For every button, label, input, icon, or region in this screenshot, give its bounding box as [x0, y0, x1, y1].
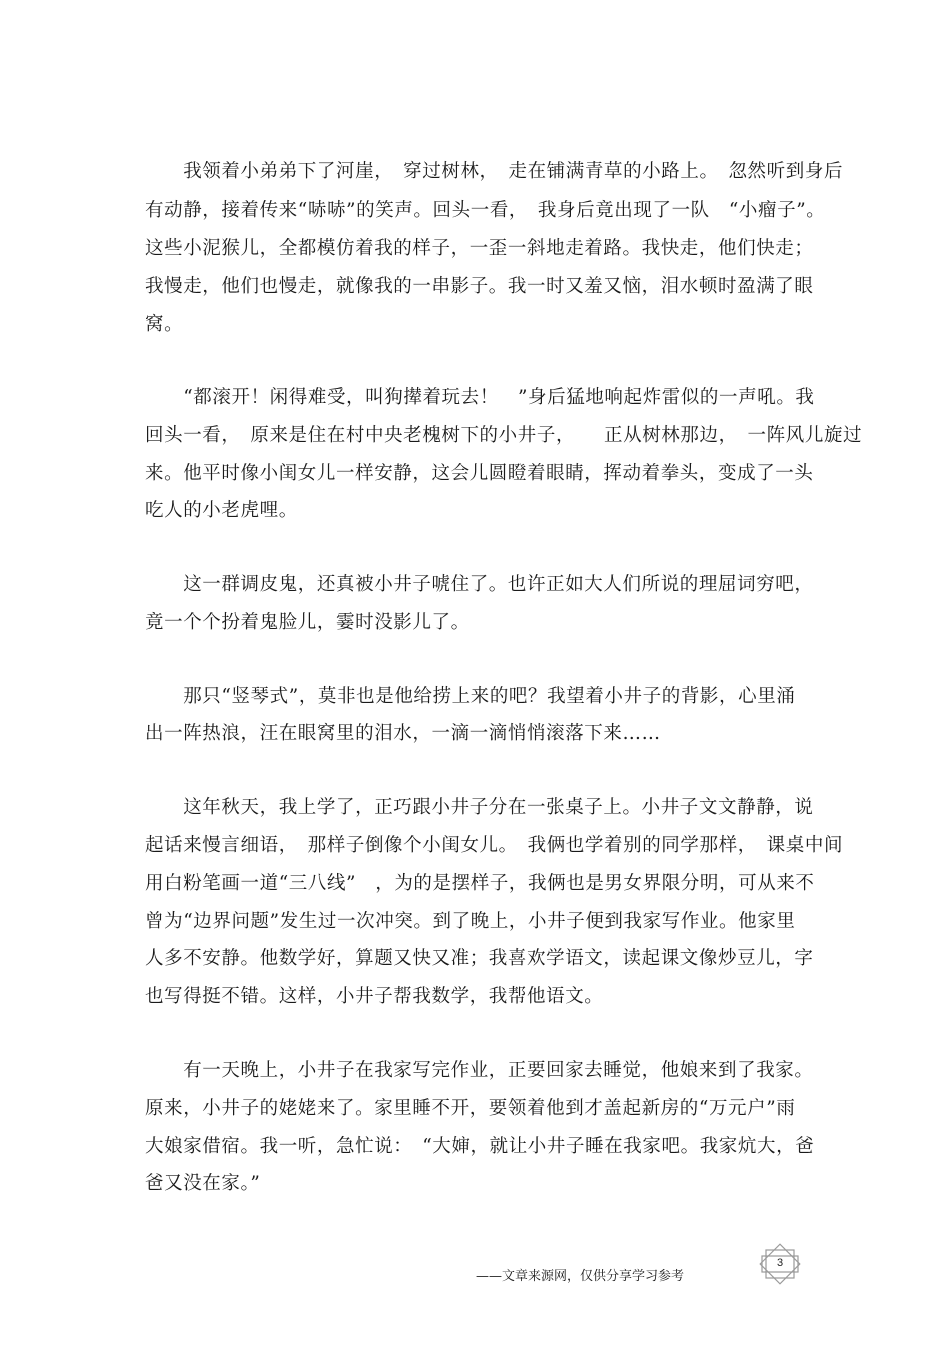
text-line: 这一群调皮鬼，还真被小井子唬住了。也许正如大人们所说的理屈词穷吧，	[145, 574, 814, 595]
text-line: 用白粉笔画一道“三八线” ，为的是摆样子，我俩也是男女界限分明，可从来不	[145, 873, 815, 894]
footer-source-text: ——文章来源网，仅供分享学习参考	[476, 1269, 685, 1284]
text-line: 来。他平时像小闺女儿一样安静，这会儿圆瞪着眼睛，挥动着拳头，变成了一头	[145, 463, 814, 484]
text-line: 有动静，接着传来“哧哧”的笑声。回头一看， 我身后竟出现了一队 “小瘤子”。	[145, 200, 826, 221]
text-line: 这年秋天，我上学了，正巧跟小井子分在一张桌子上。小井子文文静静，说	[145, 797, 814, 818]
text-line: 竟一个个扮着鬼脸儿，霎时没影儿了。	[145, 612, 470, 633]
text-line: 起话来慢言细语， 那样子倒像个小闺女儿。 我俩也学着别的同学那样， 课桌中间	[145, 835, 844, 856]
text-line: 人多不安静。他数学好，算题又快又准；我喜欢学语文，读起课文像炒豆儿，字	[145, 948, 814, 969]
text-line: 这些小泥猴儿，全都模仿着我的样子，一歪一斜地走着路。我快走，他们快走；	[145, 238, 814, 259]
text-line: 曾为“边界问题”发生过一次冲突。到了晚上，小井子便到我家写作业。他家里	[145, 911, 796, 932]
text-line: 爸又没在家。”	[145, 1173, 261, 1194]
text-line: 原来，小井子的姥姥来了。家里睡不开，要领着他到才盖起新房的“万元户”雨	[145, 1098, 796, 1119]
text-line: 我领着小弟弟下了河崖， 穿过树林， 走在铺满青草的小路上。 忽然听到身后	[145, 161, 844, 182]
page-number: 3	[776, 1257, 784, 1269]
text-line: 那只“竖琴式”，莫非也是他给捞上来的吧？我望着小井子的背影，心里涌	[145, 686, 796, 707]
text-line: “都滚开！闲得难受，叫狗撵着玩去！ ”身后猛地响起炸雷似的一声吼。我	[145, 387, 815, 408]
text-line: 也写得挺不错。这样，小井子帮我数学，我帮他语文。	[145, 986, 604, 1007]
text-line: 我慢走，他们也慢走，就像我的一串影子。我一时又羞又恼，泪水顿时盈满了眼	[145, 276, 814, 297]
text-line: 回头一看， 原来是住在村中央老槐树下的小井子， 正从树林那边， 一阵风儿旋过	[145, 425, 863, 446]
text-line: 窝。	[145, 314, 184, 335]
text-line: 有一天晚上，小井子在我家写完作业，正要回家去睡觉，他娘来到了我家。	[145, 1060, 814, 1081]
text-line: 吃人的小老虎哩。	[145, 500, 298, 521]
text-line: 出一阵热浪，汪在眼窝里的泪水，一滴一滴悄悄滚落下来……	[145, 723, 661, 744]
text-line: 大娘家借宿。我一听，急忙说： “大婶，就让小井子睡在我家吧。我家炕大，爸	[145, 1136, 815, 1157]
